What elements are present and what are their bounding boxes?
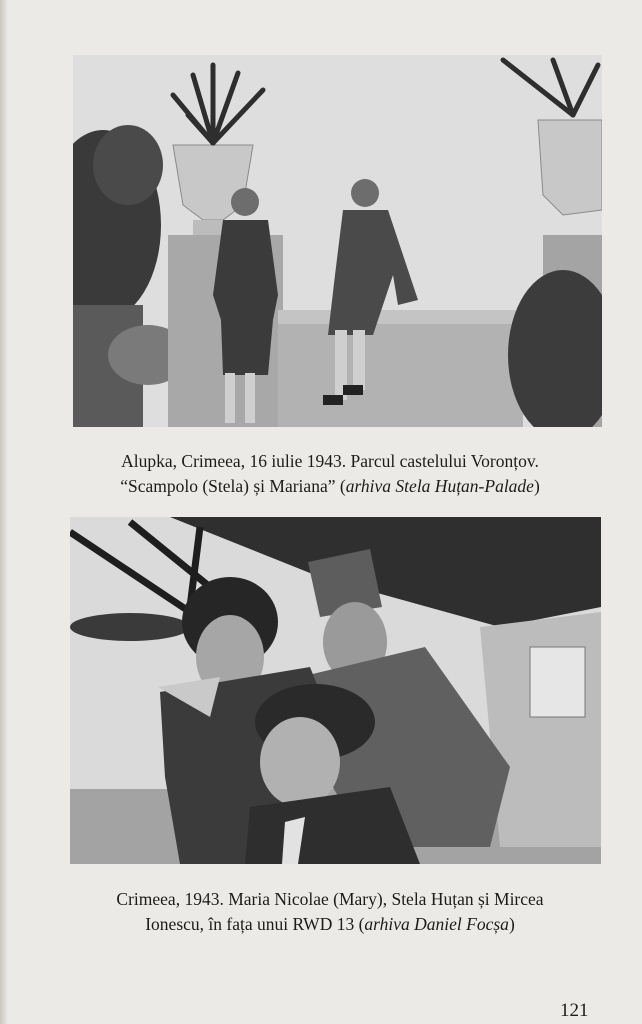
photo-alupka-illustration [73,55,602,427]
figure-caption-top [60,449,600,499]
caption-text-end: ) [508,914,515,934]
figure-caption-bottom [60,887,600,937]
caption-text-end: ) [533,476,540,496]
caption-source: arhiva Daniel Focșa [364,914,509,934]
photo-alupka-park [73,55,602,427]
caption-text: Ionescu, în fața unui RWD 13 ( [145,914,365,934]
photo-crew-illustration [70,517,601,864]
caption-line: Alupka, Crimeea, 16 iulie 1943. Parcul castelului Voronțov. [121,451,539,471]
page-edge-shadow [0,0,8,1024]
caption-source: arhiva Stela Huțan-Palade [345,476,534,496]
caption-line: Crimeea, 1943. Maria Nicolae (Mary), Stela Huțan și Mircea [116,889,544,909]
caption-text: “Scampolo (Stela) și Mariana” ( [120,476,346,496]
page-number: 121 [560,1000,589,1021]
caption-line [60,474,600,499]
photo-rwd13-crew [70,517,601,864]
caption-line [60,912,600,937]
